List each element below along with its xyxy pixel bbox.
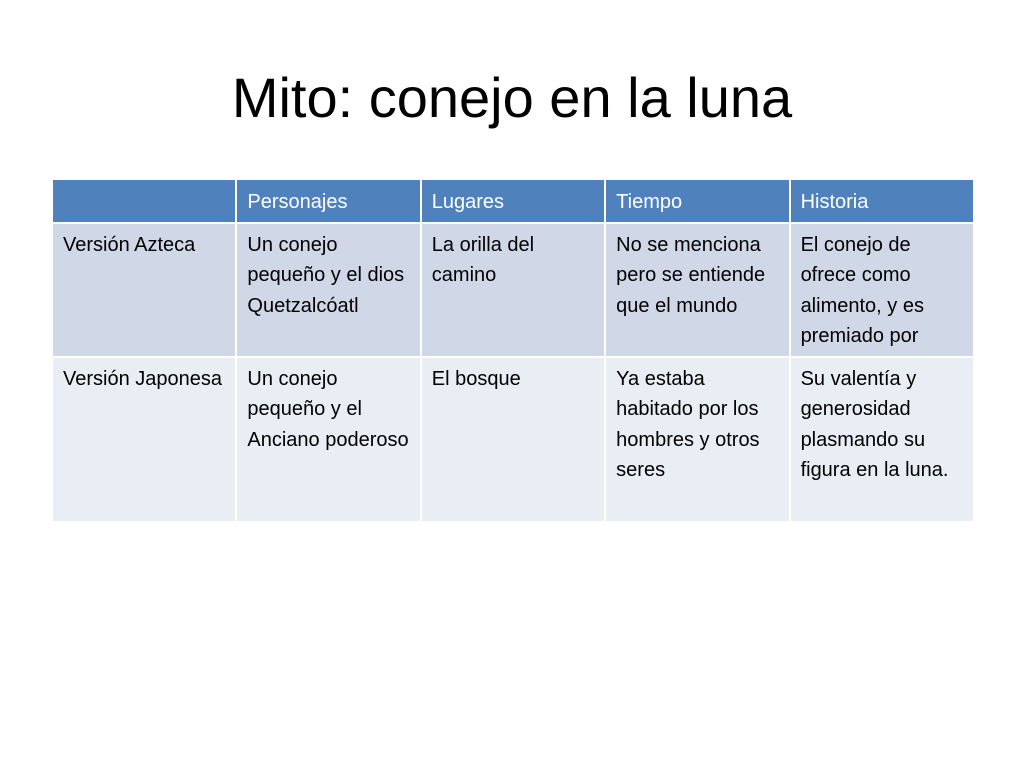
table-cell: Un conejo pequeño y el dios Quetzalcóatl (236, 223, 420, 357)
table-cell: Su valentía y generosidad plasmando su figura en la luna. (790, 357, 974, 522)
header-cell-lugares: Lugares (421, 179, 605, 223)
row-label-cell: Versión Japonesa (52, 357, 236, 522)
header-cell-tiempo: Tiempo (605, 179, 789, 223)
header-cell-corner (52, 179, 236, 223)
table-cell: Ya estaba habitado por los hombres y otros seres (605, 357, 789, 522)
table-header-row (52, 179, 974, 223)
header-cell-historia: Historia (790, 179, 974, 223)
table-cell: La orilla del camino (421, 223, 605, 357)
header-cell-personajes: Personajes (236, 179, 420, 223)
table-cell: El conejo de ofrece como alimento, y es premiado por (790, 223, 974, 357)
table-cell: El bosque (421, 357, 605, 522)
table-row (52, 223, 974, 357)
slide-title: Mito: conejo en la luna (231, 66, 793, 129)
table-cell: Un conejo pequeño y el Anciano poderoso (236, 357, 420, 522)
table-cell: No se menciona pero se entiende que el mundo (605, 223, 789, 357)
table-row (52, 357, 974, 522)
comparison-table (51, 178, 975, 523)
row-label-cell: Versión Azteca (52, 223, 236, 357)
